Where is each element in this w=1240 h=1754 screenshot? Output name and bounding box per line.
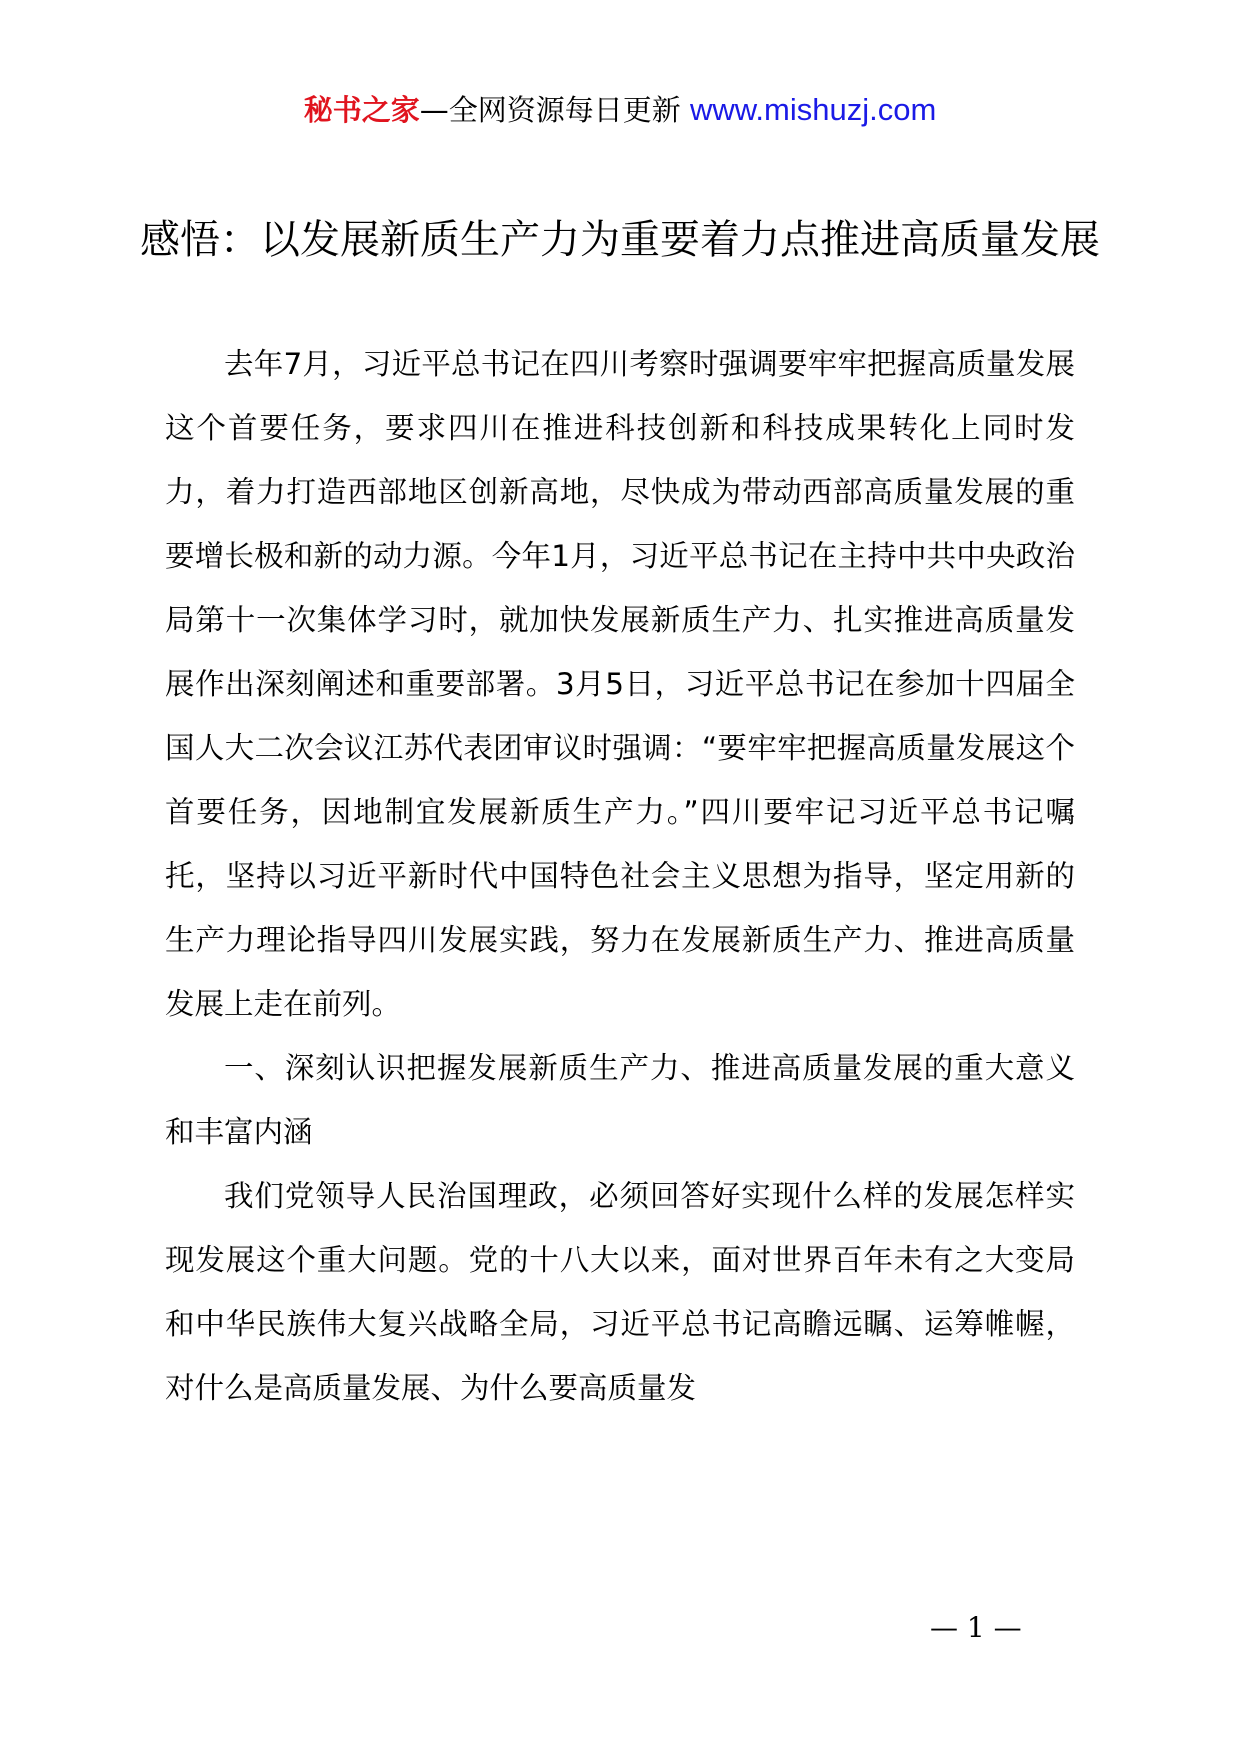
document-body (165, 332, 1075, 1420)
site-url-link[interactable]: www.mishuzj.com (689, 92, 937, 127)
section-heading-1: 一、深刻认识把握发展新质生产力、推进高质量发展的重大意义和丰富内涵 (165, 1051, 1075, 1149)
site-brand: 秘书之家 (303, 93, 420, 127)
paragraph-section-1: 我们党领导人民治国理政，必须回答好实现什么样的发展怎样实现发展这个重大问题。党的十八大以来，面对世界百年未有之大变局和中华民族伟大复兴战略全局，习近平总书记高瞻远瞩、运筹帷幄，对什么是高质量发展、为什么要高质量发 (165, 1179, 1075, 1405)
site-slogan: —全网资源每日更新 (419, 93, 681, 127)
site-header (0, 90, 1240, 130)
paragraph-intro: 去年7月，习近平总书记在四川考察时强调要牢牢把握高质量发展这个首要任务，要求四川在推进科技创新和科技成果转化上同时发力，着力打造西部地区创新高地，尽快成为带动西部高质量发展的重要增长极和新的动力源。今年1月，习近平总书记在主持中共中央政治局第十一次集体学习时，就加快发展新质生产力、扎实推进高质量发展作出深刻阐述和重要部署。3月5日，习近平总书记在参加十四届全国人大二次会议江苏代表团审议时强调：“要牢牢把握高质量发展这个首要任务，因地制宜发展新质生产力。”四川要牢记习近平总书记嘱托，坚持以习近平新时代中国特色社会主义思想为指导，坚定用新的生产力理论指导四川发展实践，努力在发展新质生产力、推进高质量发展上走在前列。 (165, 347, 1075, 1021)
page-number: — 1 — (930, 1611, 1022, 1644)
document-title: 感悟：以发展新质生产力为重要着力点推进高质量发展 (140, 217, 1100, 263)
